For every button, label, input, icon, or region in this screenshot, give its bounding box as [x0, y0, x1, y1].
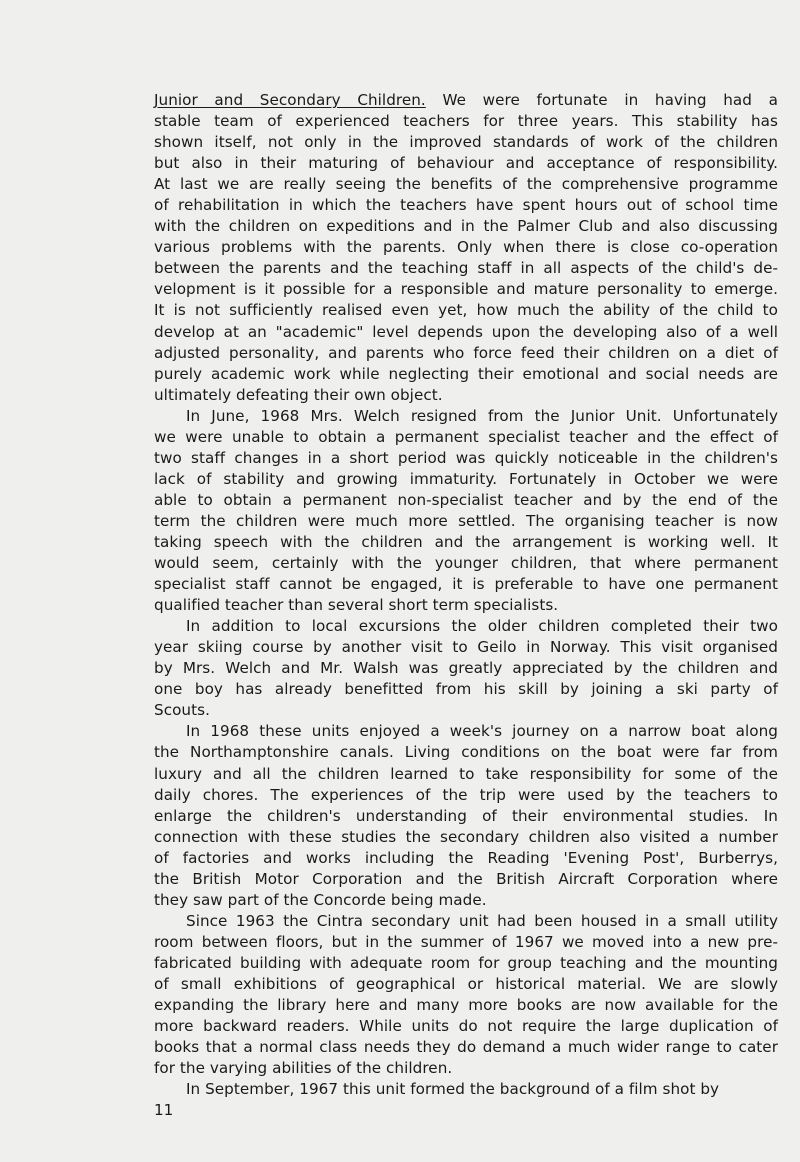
text-line: term the children were much more settled. The organising teacher is now	[154, 511, 778, 530]
page-number: 11	[154, 1101, 174, 1119]
text-line: with the children on expeditions and in the Palmer Club and also discussing	[154, 217, 778, 236]
text-line: between the parents and the teaching staff in all aspects of the child's de-	[154, 259, 778, 278]
text-line: expanding the library here and many more books are now available for the	[154, 996, 778, 1015]
text-line: would seem, certainly with the younger children, that where permanent	[154, 554, 778, 573]
text-line: room between floors, but in the summer of 1967 we moved into a new pre-	[154, 932, 778, 951]
text-line: velopment is it possible for a responsible and mature personality to emerge.	[154, 280, 778, 299]
text-line: two staff changes in a short period was quickly noticeable in the children's	[154, 448, 778, 467]
text-line: develop at an "academic" level depends upon the developing also of a well	[154, 322, 778, 341]
text-line: In September, 1967 this unit formed the background of a film shot by	[186, 1080, 720, 1099]
heading-continuation: We were fortunate in having had a	[425, 91, 778, 109]
text-line: the British Motor Corporation and the British Aircraft Corporation where	[154, 869, 778, 888]
text-line: year skiing course by another visit to Geilo in Norway. This visit organised	[154, 638, 778, 657]
text-line: we were unable to obtain a permanent specialist teacher and the effect of	[154, 427, 778, 446]
text-line: lack of stability and growing immaturity. Fortunately in October we were	[154, 469, 778, 488]
text-line: Since 1963 the Cintra secondary unit had been housed in a small utility	[186, 911, 778, 930]
text-line: It is not sufficiently realised even yet, how much the ability of the child to	[154, 301, 778, 320]
text-line: for the varying abilities of the children.	[154, 1059, 453, 1078]
text-line: specialist staff cannot be engaged, it is preferable to have one permanent	[154, 575, 778, 594]
text-line: but also in their maturing of behaviour and acceptance of responsibility.	[154, 154, 778, 173]
text-line: various problems with the parents. Only when there is close co-operation	[154, 238, 778, 257]
text-line: books that a normal class needs they do demand a much wider range to cater	[154, 1038, 778, 1057]
text-line: one boy has already benefitted from his skill by joining a ski party of	[154, 680, 778, 699]
text-line: they saw part of the Concorde being made.	[154, 890, 487, 909]
text-line: of small exhibitions of geographical or historical material. We are slowly	[154, 974, 778, 993]
text-line: shown itself, not only in the improved standards of work of the children	[154, 133, 778, 152]
text-line: ultimately defeating their own object.	[154, 385, 443, 404]
text-line: the Northamptonshire canals. Living conditions on the boat were far from	[154, 743, 778, 762]
text-line: by Mrs. Welch and Mr. Walsh was greatly appreciated by the children and	[154, 659, 778, 678]
text-line: connection with these studies the secondary children also visited a number	[154, 827, 778, 846]
text-line: adjusted personality, and parents who force feed their children on a diet of	[154, 343, 778, 362]
text-line: daily chores. The experiences of the trip were used by the teachers to	[154, 785, 778, 804]
text-line	[154, 90, 778, 111]
text-line: stable team of experienced teachers for three years. This stability has	[154, 112, 778, 131]
text-line: of factories and works including the Reading 'Evening Post', Burberrys,	[154, 848, 778, 867]
text-line: luxury and all the children learned to take responsibility for some of the	[154, 764, 778, 783]
text-line: fabricated building with adequate room for group teaching and the mounting	[154, 953, 778, 972]
text-line: more backward readers. While units do not require the large duplication of	[154, 1017, 778, 1036]
body-text	[154, 90, 778, 1100]
text-line: At last we are really seeing the benefits of the comprehensive programme	[154, 175, 778, 194]
text-line: In addition to local excursions the older children completed their two	[186, 617, 778, 636]
text-line: able to obtain a permanent non-specialist teacher and by the end of the	[154, 490, 778, 509]
section-heading: Junior and Secondary Children.	[154, 91, 426, 109]
text-line: of rehabilitation in which the teachers have spent hours out of school time	[154, 196, 778, 215]
text-line: taking speech with the children and the arrangement is working well. It	[154, 532, 778, 551]
text-line: In June, 1968 Mrs. Welch resigned from the Junior Unit. Unfortunately	[186, 406, 778, 425]
text-line: In 1968 these units enjoyed a week's journey on a narrow boat along	[186, 722, 778, 741]
text-line: qualified teacher than several short term specialists.	[154, 596, 559, 615]
text-line: purely academic work while neglecting their emotional and social needs are	[154, 364, 778, 383]
text-line: enlarge the children's understanding of their environmental studies. In	[154, 806, 778, 825]
text-line: Scouts.	[154, 701, 210, 720]
